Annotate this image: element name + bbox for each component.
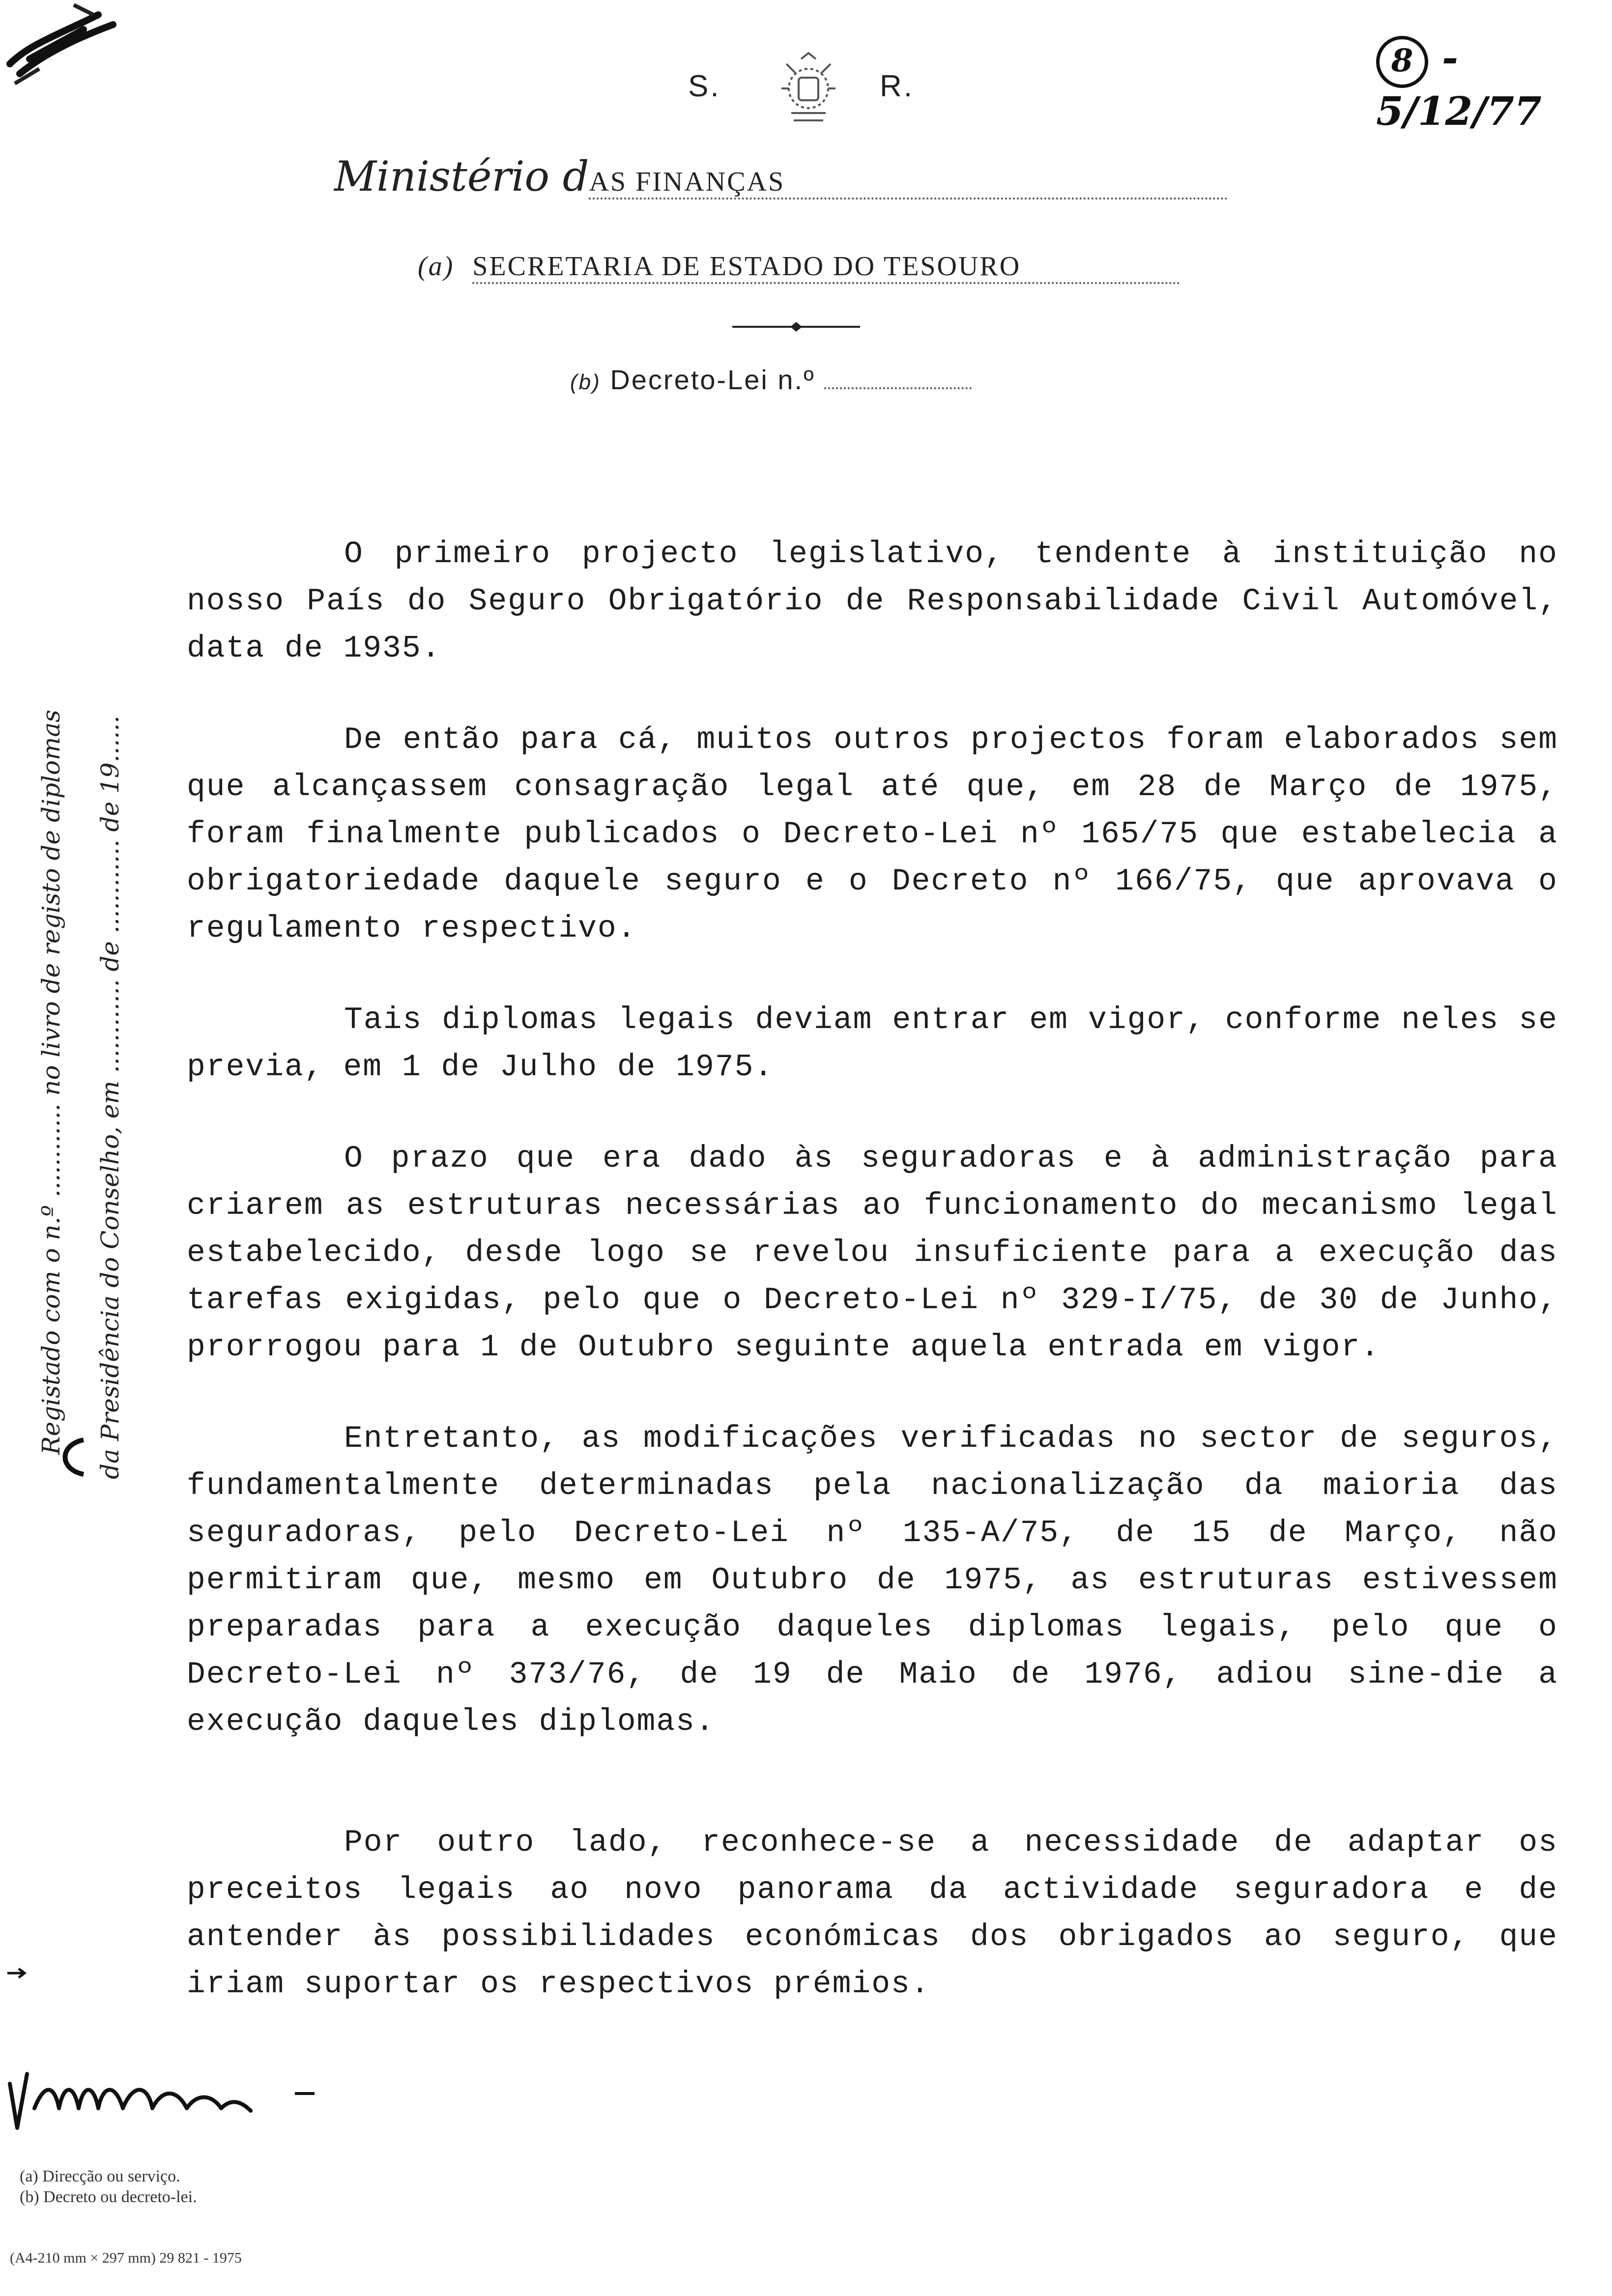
paragraph-4: O prazo que era dado às seguradoras e à administração para criarem as estruturas necessárias ao funcionamento do mecanismo legal estabelecido, desde logo se revelou insuficiente para a execução das tarefas exigidas, pelo que o Decreto-Lei nº 329-I/75, de 30 de Junho, prorrogou para 1 de Outubro seguinte aquela entrada em vigor.	[187, 1141, 1558, 1365]
secretaria-line	[418, 251, 1180, 284]
decreto-text: Decreto-Lei n.º	[610, 364, 815, 395]
printer-code: (A4-210 mm × 297 mm) 29 821 - 1975	[10, 2250, 242, 2266]
annotation-separator: -	[1441, 34, 1459, 81]
header-letter-s: S.	[688, 69, 721, 103]
ministry-line	[334, 152, 1228, 201]
document-body	[187, 531, 1558, 2008]
secretaria-name: SECRETARIA DE ESTADO DO TESOURO	[472, 251, 1180, 284]
paragraph-6: Por outro lado, reconhece-se a necessidade de adaptar os preceitos legais ao novo panorama da actividade seguradora e de antender às possibilidades económicas dos obrigados ao seguro, que iriam suportar os respectivos prémios.	[187, 1825, 1558, 2002]
handwritten-annotation	[1376, 34, 1612, 134]
paragraph-5: Entretanto, as modificações verificadas no sector de seguros, fundamentalmente determinadas pela nacionalização da maioria das seguradoras, pelo Decreto-Lei nº 135-A/75, de 15 de Março, não permitiram que, mesmo em Outubro de 1975, as estruturas estivessem preparadas para a execução daqueles diplomas legais, pelo que o Decreto-Lei nº 373/76, de 19 de Maio de 1976, adiou sine-die a execução daqueles diplomas.	[187, 1421, 1558, 1739]
margin-registration-1: Registado com o n.º ............ no livro de registo de diplomas	[37, 710, 65, 1455]
ornament-divider	[732, 319, 860, 334]
paragraph-3: Tais diplomas legais deviam entrar em vigor, conforme neles se previa, em 1 de Julho de 1975.	[187, 1003, 1558, 1085]
sr-header	[688, 69, 721, 104]
signature-scribble	[5, 2054, 319, 2152]
corner-mark-icon	[0, 0, 128, 98]
coat-of-arms-icon	[767, 49, 850, 133]
annotation-date: 5/12/77	[1376, 88, 1542, 134]
decreto-number-field	[824, 387, 972, 389]
footnote-a: (a) Direcção ou serviço.	[20, 2167, 180, 2185]
paragraph-1: O primeiro projecto legislativo, tendente à instituição no nosso País do Seguro Obrigatório de Responsabilidade Civil Automóvel, data de 1935.	[187, 537, 1558, 666]
circled-number: 8	[1376, 36, 1428, 88]
decreto-label: (b)	[570, 370, 601, 394]
secretaria-label: (a)	[418, 251, 455, 282]
sr-header-right	[880, 69, 914, 104]
header-letter-r: R.	[880, 69, 914, 103]
decreto-line	[570, 364, 972, 396]
ministry-prefix: Ministério d	[334, 152, 589, 201]
paragraph-2: De então para cá, muitos outros projectos foram elaborados sem que alcançassem consagração legal até que, em 28 de Março de 1975, foram finalmente publicados o Decreto-Lei nº 165/75 que estabelecia a obrigatoriedade daquele seguro e o Decreto nº 166/75, que aprovava o regulamento respectivo.	[187, 722, 1558, 946]
margin-brace-icon	[49, 1435, 88, 1479]
margin-arrow-icon	[5, 1966, 29, 1980]
ministry-name: AS FINANÇAS	[589, 166, 1228, 200]
footnote-b: (b) Decreto ou decreto-lei.	[20, 2188, 197, 2206]
margin-registration-2: da Presidência do Conselho, em ............ de ............ de 19......	[96, 716, 124, 1479]
